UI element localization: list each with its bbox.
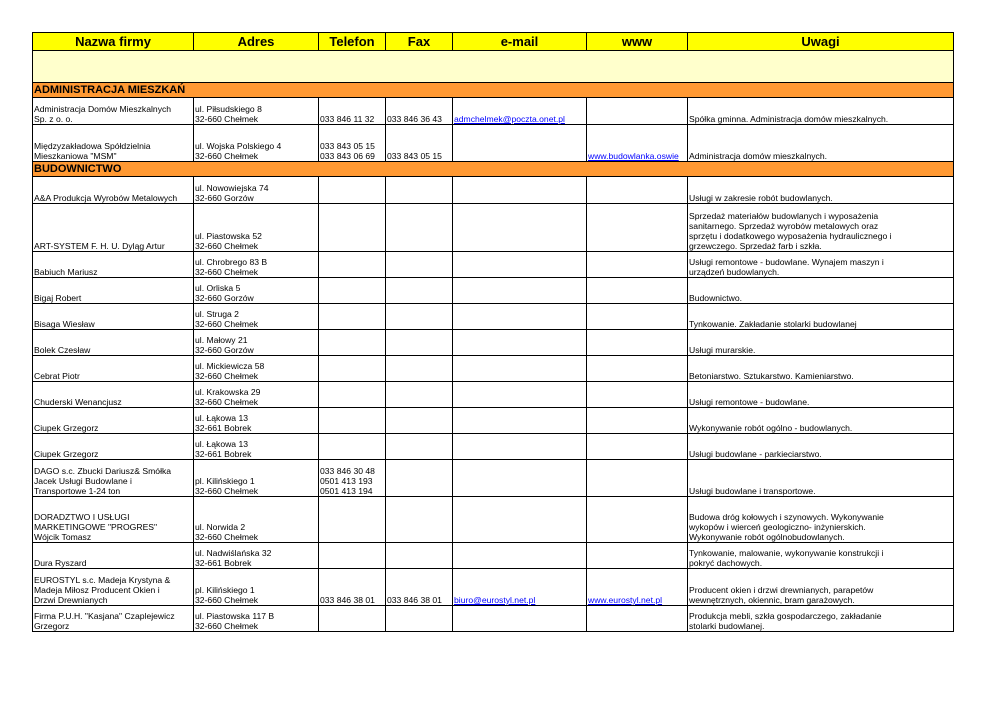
notes-cell[interactable] [688, 330, 954, 356]
address-line: 32-661 Bobrek [195, 558, 252, 568]
phone-cell[interactable] [319, 125, 386, 162]
address-line: 32-660 Gorzów [195, 193, 254, 203]
email-cell[interactable] [453, 434, 587, 460]
company-name-line: Babiuch Mariusz [34, 267, 98, 277]
phone-cell[interactable] [319, 460, 386, 497]
notes-cell[interactable] [688, 460, 954, 497]
email-cell[interactable] [453, 252, 587, 278]
email-cell[interactable] [453, 330, 587, 356]
fax-cell[interactable] [386, 278, 453, 304]
header-address[interactable]: Adres [194, 33, 319, 51]
address-line: 32-661 Bobrek [195, 423, 252, 433]
notes-line: sanitarnego. Sprzedaż wyrobów metalowych oraz [689, 221, 879, 231]
www-cell[interactable] [587, 382, 688, 408]
company-name-line: Drzwi Drewnianych [34, 595, 108, 605]
phone-cell[interactable] [319, 356, 386, 382]
email-cell[interactable] [453, 278, 587, 304]
notes-line: Spółka gminna. Administracja domów mieszkalnych. [689, 114, 889, 124]
phone-cell[interactable] [319, 304, 386, 330]
www-cell[interactable] [587, 304, 688, 330]
notes-line: sprzętu i dodatkowego wyposażenia hydraulicznego i [689, 231, 892, 241]
header-name[interactable]: Nazwa firmy [33, 33, 194, 51]
address-cell[interactable] [194, 177, 319, 204]
phone-line: 033 846 11 32 [320, 114, 375, 124]
section-title[interactable]: ADMINISTRACJA MIESZKAŃ [33, 83, 954, 98]
fax-line: 033 846 38 01 [387, 595, 442, 605]
company-name-line: Ciupek Grzegorz [34, 423, 99, 433]
company-directory-table [32, 32, 954, 632]
phone-line: 0501 413 194 [320, 486, 373, 496]
www-cell[interactable] [587, 543, 688, 569]
table-row [33, 98, 954, 125]
notes-line: Usługi budowlane - parkieciarstwo. [689, 449, 822, 459]
address-cell[interactable] [194, 382, 319, 408]
notes-cell[interactable] [688, 434, 954, 460]
address-line: 32-660 Chełmek [195, 319, 259, 329]
address-line: pl. Kilińskiego 1 [195, 476, 255, 486]
notes-cell[interactable] [688, 543, 954, 569]
notes-cell[interactable] [688, 304, 954, 330]
address-line: 32-660 Gorzów [195, 345, 254, 355]
header-row [33, 33, 954, 51]
website-link[interactable]: www.eurostyl.net.pl [588, 595, 663, 605]
address-line: ul. Małowy 21 [195, 335, 248, 345]
address-line: ul. Piłsudskiego 8 [195, 104, 262, 114]
company-name-cell[interactable] [33, 382, 194, 408]
address-line: ul. Łąkowa 13 [195, 439, 249, 449]
fax-cell[interactable] [386, 543, 453, 569]
header-phone[interactable]: Telefon [319, 33, 386, 51]
email-cell[interactable] [453, 497, 587, 543]
notes-cell[interactable] [688, 569, 954, 606]
address-line: ul. Wojska Polskiego 4 [195, 141, 282, 151]
notes-cell[interactable] [688, 252, 954, 278]
address-line: ul. Nadwiślańska 32 [195, 548, 272, 558]
address-cell[interactable] [194, 497, 319, 543]
email-cell[interactable] [453, 408, 587, 434]
notes-line: wewnętrznych, okiennic, bram garażowych. [689, 595, 855, 605]
notes-cell[interactable] [688, 125, 954, 162]
table-row [33, 543, 954, 569]
notes-cell[interactable] [688, 408, 954, 434]
address-line: ul. Piastowska 117 B [195, 611, 275, 621]
notes-line: wykopów i wierceń geologiczno- inżynierskich. [689, 522, 866, 532]
address-cell[interactable] [194, 543, 319, 569]
section-row [33, 162, 954, 177]
phone-cell[interactable] [319, 252, 386, 278]
table-row [33, 460, 954, 497]
notes-line: pokryć dachowych. [689, 558, 763, 568]
table-row [33, 356, 954, 382]
www-cell[interactable] [587, 434, 688, 460]
company-name-cell[interactable] [33, 330, 194, 356]
phone-line: 033 843 05 15 [320, 141, 375, 151]
fax-cell[interactable] [386, 304, 453, 330]
notes-cell[interactable] [688, 382, 954, 408]
notes-line: Budownictwo. [689, 293, 743, 303]
notes-line: Usługi murarskie. [689, 345, 756, 355]
email-cell[interactable] [453, 382, 587, 408]
notes-line: Tynkowanie. Zakładanie stolarki budowlanej [689, 319, 857, 329]
table-row [33, 177, 954, 204]
fax-cell[interactable] [386, 497, 453, 543]
address-line: 32-660 Chełmek [195, 114, 259, 124]
company-name-cell[interactable] [33, 460, 194, 497]
fax-cell[interactable] [386, 98, 453, 125]
address-cell[interactable] [194, 460, 319, 497]
phone-cell[interactable] [319, 278, 386, 304]
email-cell[interactable] [453, 98, 587, 125]
header-email[interactable]: e-mail [453, 33, 587, 51]
header-notes[interactable]: Uwagi [688, 33, 954, 51]
notes-line: Wykonywanie robót ogólnobudowlanych. [689, 532, 845, 542]
company-name-line: Bigaj Robert [34, 293, 82, 303]
table-row [33, 569, 954, 606]
www-cell[interactable] [587, 408, 688, 434]
company-name-cell[interactable] [33, 569, 194, 606]
website-link[interactable]: www.budowlanka.oswie [588, 151, 679, 161]
www-cell[interactable] [587, 460, 688, 497]
phone-cell[interactable] [319, 330, 386, 356]
table-row [33, 408, 954, 434]
notes-line: Wykonywanie robót ogólno - budowlanych. [689, 423, 853, 433]
address-line: 32-660 Chełmek [195, 371, 259, 381]
email-cell[interactable] [453, 356, 587, 382]
company-name-line: Mieszkaniowa "MSM" [34, 151, 117, 161]
fax-cell[interactable] [386, 204, 453, 252]
www-cell[interactable] [587, 497, 688, 543]
address-line: 32-661 Bobrek [195, 449, 252, 459]
address-cell[interactable] [194, 434, 319, 460]
phone-line: 033 846 38 01 [320, 595, 375, 605]
email-cell[interactable] [453, 177, 587, 204]
company-name-cell[interactable] [33, 606, 194, 632]
address-cell[interactable] [194, 606, 319, 632]
phone-cell[interactable] [319, 98, 386, 125]
address-line: 32-660 Chełmek [195, 267, 259, 277]
company-name-line: A&A Produkcja Wyrobów Metalowych [34, 193, 178, 203]
address-line: 32-660 Chełmek [195, 151, 259, 161]
email-cell[interactable] [453, 125, 587, 162]
address-cell[interactable] [194, 408, 319, 434]
notes-line: grzewczego. Sprzedaż farb i szkła. [689, 241, 822, 251]
address-cell[interactable] [194, 569, 319, 606]
www-cell[interactable] [587, 606, 688, 632]
www-cell[interactable] [587, 177, 688, 204]
phone-line: 033 843 06 69 [320, 151, 375, 161]
address-line: 32-660 Chełmek [195, 397, 259, 407]
company-name-line: Firma P.U.H. "Kasjana" Czaplejewicz [34, 611, 175, 621]
address-line: 32-660 Chełmek [195, 241, 259, 251]
fax-cell[interactable] [386, 408, 453, 434]
table-row [33, 434, 954, 460]
company-name-line: Cebrat Piotr [34, 371, 80, 381]
phone-cell[interactable] [319, 569, 386, 606]
header-fax[interactable]: Fax [386, 33, 453, 51]
table-row [33, 606, 954, 632]
company-name-line: Chuderski Wenancjusz [34, 397, 122, 407]
notes-line: Sprzedaż materiałów budowlanych i wyposażenia [689, 211, 879, 221]
table-row [33, 252, 954, 278]
notes-line: Producent okien i drzwi drewnianych, parapetów [689, 585, 874, 595]
email-cell[interactable] [453, 460, 587, 497]
address-cell[interactable] [194, 252, 319, 278]
fax-cell[interactable] [386, 460, 453, 497]
email-cell[interactable] [453, 204, 587, 252]
company-name-line: Ciupek Grzegorz [34, 449, 99, 459]
address-line: ul. Nowowiejska 74 [195, 183, 269, 193]
notes-line: Usługi remontowe - budowlane. [689, 397, 810, 407]
table-row [33, 304, 954, 330]
company-name-cell[interactable] [33, 304, 194, 330]
address-line: ul. Orliska 5 [195, 283, 241, 293]
company-name-cell[interactable] [33, 408, 194, 434]
notes-line: Produkcja mebli, szkła gospodarczego, zakładanie [689, 611, 882, 621]
table-row [33, 125, 954, 162]
company-name-line: Międzyzakładowa Spółdzielnia [34, 141, 151, 151]
company-name-line: DORADZTWO I USŁUGI [34, 512, 130, 522]
address-line: pl. Kilińskiego 1 [195, 585, 255, 595]
address-line: ul. Łąkowa 13 [195, 413, 249, 423]
fax-line: 033 846 36 43 [387, 114, 442, 124]
notes-cell[interactable] [688, 177, 954, 204]
notes-line: stolarki budowlanej. [689, 621, 765, 631]
notes-line: Usługi budowlane i transportowe. [689, 486, 816, 496]
phone-cell[interactable] [319, 606, 386, 632]
company-name-line: Sp. z o. o. [34, 114, 73, 124]
address-line: 32-660 Chełmek [195, 595, 259, 605]
www-cell[interactable] [587, 252, 688, 278]
company-name-cell[interactable] [33, 356, 194, 382]
company-name-cell[interactable] [33, 125, 194, 162]
fax-cell[interactable] [386, 606, 453, 632]
company-name-cell[interactable] [33, 497, 194, 543]
address-line: ul. Norwida 2 [195, 522, 246, 532]
address-line: ul. Mickiewicza 58 [195, 361, 265, 371]
notes-line: Betoniarstwo. Sztukarstwo. Kamieniarstwo. [689, 371, 854, 381]
www-cell[interactable] [587, 330, 688, 356]
address-line: 32-660 Gorzów [195, 293, 254, 303]
email-cell[interactable] [453, 569, 587, 606]
company-name-cell[interactable] [33, 252, 194, 278]
fax-cell[interactable] [386, 434, 453, 460]
company-name-line: MARKETINGOWE "PROGRES" [34, 522, 158, 532]
fax-cell[interactable] [386, 125, 453, 162]
table-row [33, 330, 954, 356]
address-cell[interactable] [194, 98, 319, 125]
address-line: ul. Krakowska 29 [195, 387, 261, 397]
notes-line: Tynkowanie, malowanie, wykonywanie konstrukcji i [689, 548, 884, 558]
company-name-cell[interactable] [33, 177, 194, 204]
notes-cell[interactable] [688, 98, 954, 125]
notes-cell[interactable] [688, 204, 954, 252]
email-cell[interactable] [453, 606, 587, 632]
table-row [33, 204, 954, 252]
company-name-cell[interactable] [33, 434, 194, 460]
company-name-line: Dura Ryszard [34, 558, 87, 568]
phone-line: 0501 413 193 [320, 476, 373, 486]
email-cell[interactable] [453, 304, 587, 330]
notes-line: Usługi remontowe - budowlane. Wynajem maszyn i [689, 257, 884, 267]
www-cell[interactable] [587, 204, 688, 252]
table-row [33, 278, 954, 304]
email-link[interactable]: biuro@eurostyl.net.pl [454, 595, 536, 605]
company-name-cell[interactable] [33, 543, 194, 569]
address-cell[interactable] [194, 356, 319, 382]
fax-cell[interactable] [386, 252, 453, 278]
company-name-line: Bolek Czesław [34, 345, 91, 355]
www-cell[interactable] [587, 569, 688, 606]
phone-cell[interactable] [319, 408, 386, 434]
blank-row [33, 51, 954, 83]
company-name-line: Wójcik Tomasz [34, 532, 92, 542]
section-row [33, 83, 954, 98]
company-name-line: Bisaga Wiesław [34, 319, 95, 329]
table-body [33, 51, 954, 632]
phone-cell[interactable] [319, 204, 386, 252]
table-row [33, 382, 954, 408]
company-name-line: EUROSTYL s.c. Madeja Krystyna & [34, 575, 171, 585]
www-cell[interactable] [587, 278, 688, 304]
company-name-cell[interactable] [33, 98, 194, 125]
notes-line: Budowa dróg kołowych i szynowych. Wykonywanie [689, 512, 884, 522]
address-line: ul. Piastowska 52 [195, 231, 262, 241]
address-cell[interactable] [194, 278, 319, 304]
phone-line: 033 846 30 48 [320, 466, 375, 476]
address-line: ul. Chrobrego 83 B [195, 257, 268, 267]
phone-cell[interactable] [319, 177, 386, 204]
table-row [33, 497, 954, 543]
header-www[interactable]: www [587, 33, 688, 51]
address-line: ul. Struga 2 [195, 309, 239, 319]
company-name-line: Administracja Domów Mieszkalnych [34, 104, 172, 114]
notes-line: Usługi w zakresie robót budowlanych. [689, 193, 833, 203]
fax-cell[interactable] [386, 382, 453, 408]
section-title[interactable]: BUDOWNICTWO [33, 162, 954, 177]
phone-cell[interactable] [319, 382, 386, 408]
address-line: 32-660 Chełmek [195, 621, 259, 631]
address-cell[interactable] [194, 204, 319, 252]
phone-cell[interactable] [319, 543, 386, 569]
fax-cell[interactable] [386, 569, 453, 606]
www-cell[interactable] [587, 125, 688, 162]
notes-cell[interactable] [688, 497, 954, 543]
fax-cell[interactable] [386, 330, 453, 356]
address-cell[interactable] [194, 304, 319, 330]
address-cell[interactable] [194, 330, 319, 356]
www-cell[interactable] [587, 98, 688, 125]
notes-cell[interactable] [688, 278, 954, 304]
notes-cell[interactable] [688, 606, 954, 632]
company-name-line: ART-SYSTEM F. H. U. Dyląg Artur [34, 241, 165, 251]
notes-line: urządzeń budowlanych. [689, 267, 780, 277]
company-name-line: DAGO s.c. Zbucki Dariusz& Smółka [34, 466, 172, 476]
company-name-line: Grzegorz [34, 621, 70, 631]
company-name-cell[interactable] [33, 204, 194, 252]
company-name-line: Transportowe 1-24 ton [34, 486, 121, 496]
email-cell[interactable] [453, 543, 587, 569]
address-line: 32-660 Chełmek [195, 532, 259, 542]
notes-cell[interactable] [688, 356, 954, 382]
company-name-cell[interactable] [33, 278, 194, 304]
blank-cell[interactable] [33, 51, 954, 83]
notes-line: Administracja domów mieszkalnych. [689, 151, 828, 161]
fax-cell[interactable] [386, 356, 453, 382]
www-cell[interactable] [587, 356, 688, 382]
email-link[interactable]: admchelmek@poczta.onet.pl [454, 114, 565, 124]
address-cell[interactable] [194, 125, 319, 162]
phone-cell[interactable] [319, 497, 386, 543]
fax-line: 033 843 05 15 [387, 151, 442, 161]
phone-cell[interactable] [319, 434, 386, 460]
fax-cell[interactable] [386, 177, 453, 204]
address-line: 32-660 Chełmek [195, 486, 259, 496]
company-name-line: Jacek Usługi Budowlane i [34, 476, 132, 486]
company-name-line: Madeja Miłosz Producent Okien i [34, 585, 160, 595]
